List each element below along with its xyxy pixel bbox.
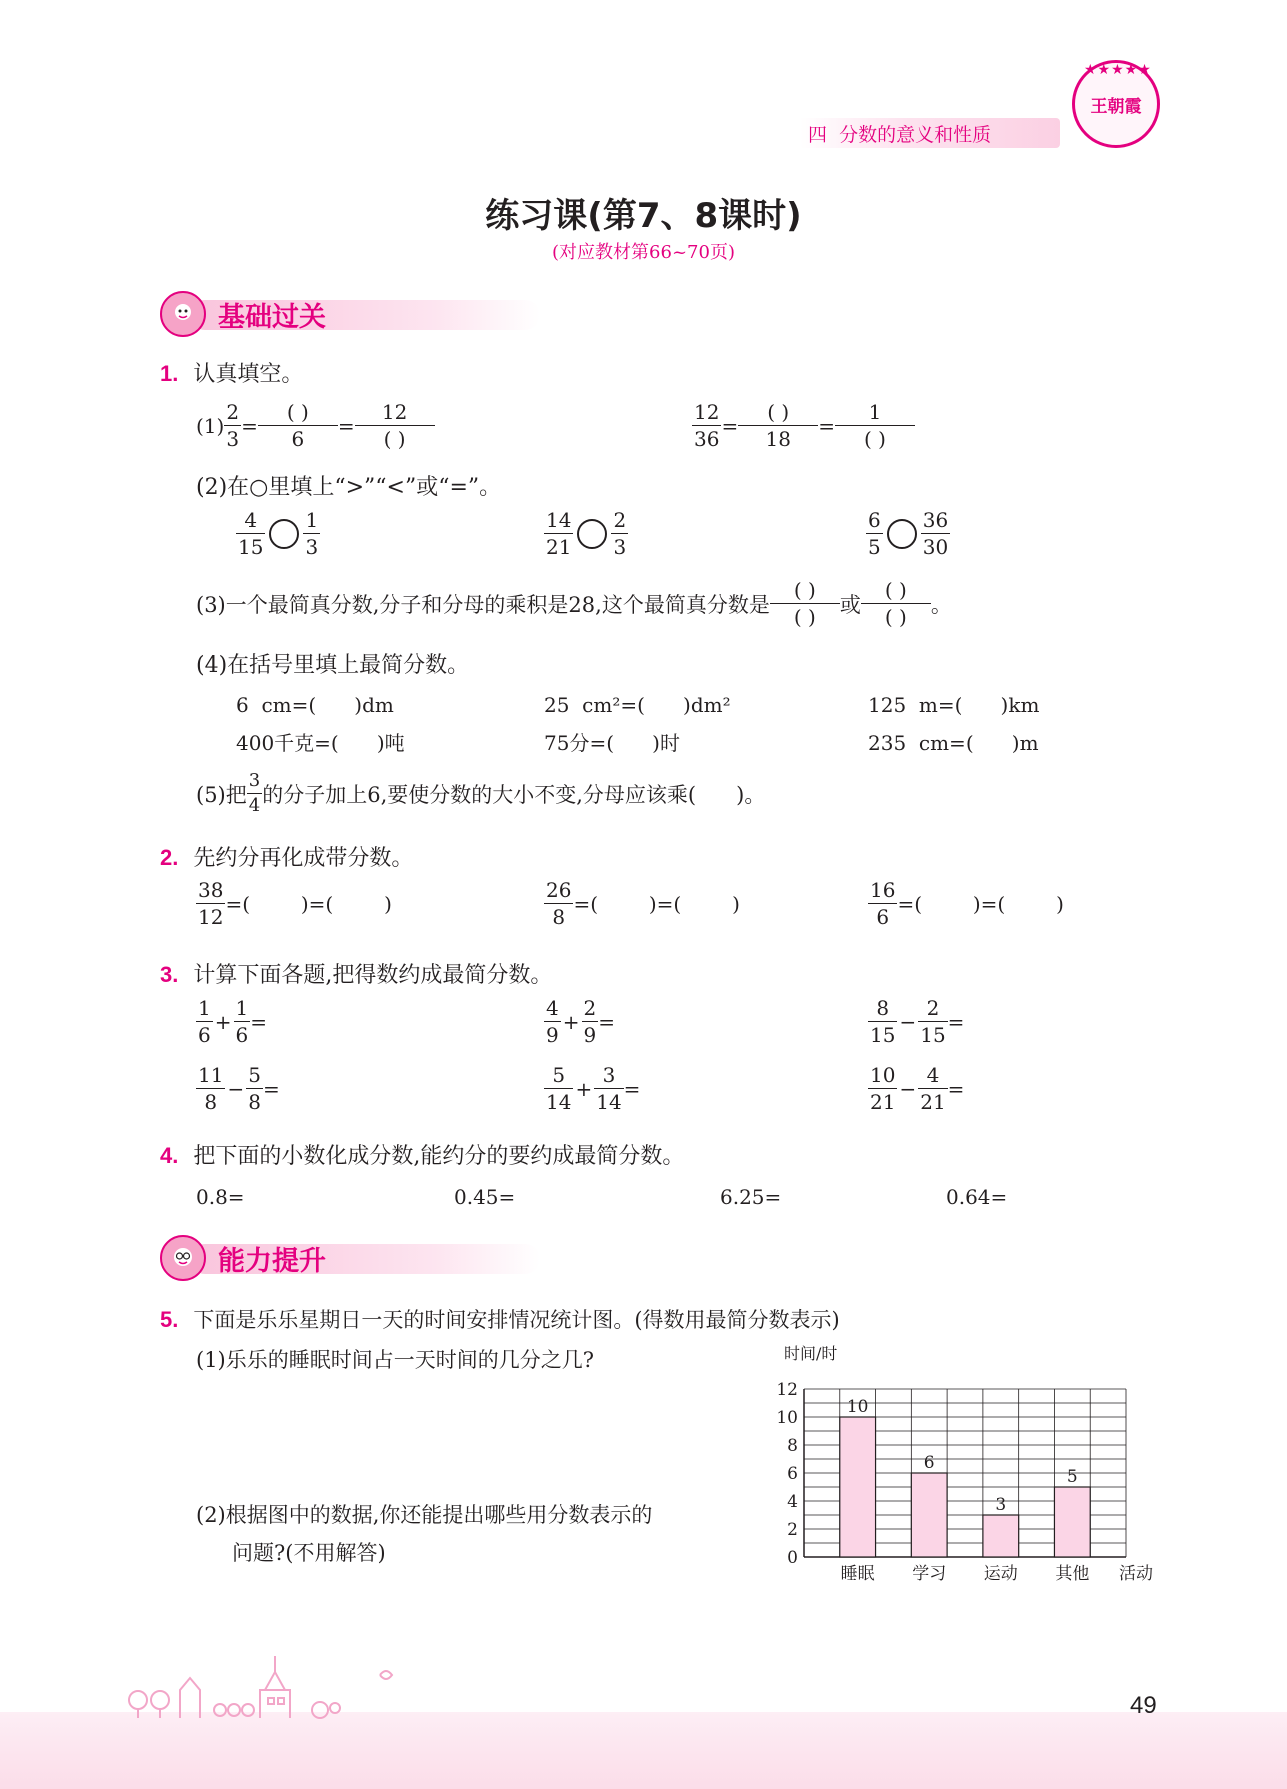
bar (1054, 1487, 1090, 1557)
q1-text: 认真填空。 (193, 362, 304, 387)
answer-blank[interactable]: ( ) (884, 578, 907, 602)
fraction (355, 402, 435, 449)
q1-p3-text: (3)一个最简真分数,分子和分母的乘积是28,这个最简真分数是 (196, 592, 770, 617)
q2-text: 先约分再化成带分数。 (193, 846, 414, 871)
or-text: 或 (839, 592, 861, 617)
q2-item (544, 880, 740, 927)
fraction (544, 880, 573, 927)
fraction (196, 998, 213, 1045)
fraction (921, 510, 950, 557)
chapter-title: 四 分数的意义和性质 (808, 124, 992, 146)
fraction (738, 402, 818, 449)
answer-blanks[interactable]: =( )=( ) (573, 891, 740, 916)
page-subtitle: (对应教材第66~70页) (552, 242, 735, 263)
q2-item (868, 880, 1064, 927)
fraction (246, 1065, 263, 1112)
numerator: 1 (305, 508, 319, 532)
q3-item (544, 998, 615, 1045)
q3-item (868, 1065, 964, 1112)
compare-circle[interactable] (269, 519, 299, 549)
fraction-blank[interactable] (861, 580, 931, 627)
data-label: 10 (846, 1397, 869, 1417)
y-tick-label: 6 (787, 1464, 798, 1484)
fraction (236, 510, 265, 557)
numerator: 1 (235, 996, 249, 1020)
q3-item (544, 1065, 640, 1112)
y-tick-label: 8 (787, 1436, 798, 1456)
equals: = (250, 1009, 267, 1034)
answer-blank[interactable]: ( ) (835, 425, 915, 449)
x-tick-label: 运动 (983, 1564, 1018, 1584)
section-advanced (160, 1236, 326, 1280)
chart-labels (776, 1345, 1153, 1584)
numerator: 26 (546, 878, 572, 902)
town-decoration-icon (120, 1650, 420, 1720)
fraction (303, 510, 320, 557)
unit-item: 400千克=( )吨 (236, 731, 405, 755)
numerator: 3 (248, 770, 261, 791)
q3-item (868, 998, 964, 1045)
numerator: 3 (602, 1063, 616, 1087)
fraction (196, 1065, 225, 1112)
answer-blank[interactable]: ( ) (286, 400, 309, 424)
answer-blank[interactable]: ( ) (861, 603, 931, 627)
fraction (196, 880, 225, 927)
section-advanced-label: 能力提升 (218, 1245, 326, 1277)
operator: − (899, 1076, 917, 1101)
numerator: 2 (583, 996, 597, 1020)
fraction (866, 510, 883, 557)
answer-blanks[interactable]: =( )=( ) (225, 891, 392, 916)
denominator: 6 (198, 1023, 211, 1047)
denominator: 5 (868, 535, 881, 559)
section-basic-label: 基础过关 (218, 301, 326, 333)
denominator: 12 (198, 905, 224, 929)
numerator: 11 (198, 1063, 224, 1087)
answer-blank[interactable]: ( ) (767, 400, 790, 424)
numerator: 36 (922, 508, 949, 532)
fraction-blank[interactable] (770, 580, 840, 627)
q2-item (196, 880, 392, 927)
operator: − (227, 1076, 245, 1101)
numerator: 4 (546, 996, 559, 1020)
q1-p1-label: (1) (196, 413, 225, 438)
q5-p2-line2: 问题?(不用解答) (232, 1541, 386, 1565)
denominator: 6 (868, 903, 897, 927)
denominator: 9 (583, 1023, 597, 1047)
denominator: 15 (238, 535, 264, 559)
data-label: 6 (923, 1453, 935, 1473)
fraction (835, 402, 915, 449)
equals: = (947, 1076, 965, 1101)
q5-p2-line1: (2)根据图中的数据,你还能提出哪些用分数表示的 (196, 1503, 653, 1527)
q1-p2-label: (2)在○里填上“>”“<”或“=”。 (196, 475, 502, 500)
q5-p1: (1)乐乐的睡眠时间占一天时间的几分之几? (196, 1348, 595, 1372)
y-axis-title: 时间/时 (784, 1345, 838, 1363)
unit-item: 75分=( )时 (544, 731, 680, 755)
compare-item (236, 510, 320, 557)
numerator: 4 (926, 1063, 940, 1087)
x-axis-title: 活动 (1119, 1564, 1153, 1584)
operator: + (562, 1009, 580, 1034)
q1-p1-b (692, 402, 915, 449)
denominator: 15 (920, 1023, 946, 1047)
fraction (544, 998, 561, 1045)
fraction (918, 1065, 947, 1112)
unit-item: 235 cm=( )m (868, 731, 1039, 755)
q4-heading (160, 1141, 684, 1172)
answer-blank[interactable]: ( ) (355, 425, 435, 449)
operator: − (899, 1009, 917, 1034)
fraction (247, 772, 262, 815)
numerator: 2 (613, 508, 627, 532)
fraction (544, 1065, 573, 1112)
y-tick-label: 10 (776, 1408, 798, 1428)
numerator: 5 (248, 1063, 261, 1087)
numerator: 4 (244, 508, 258, 532)
fraction (918, 998, 947, 1045)
denominator: 3 (613, 535, 627, 559)
numerator: 2 (926, 996, 940, 1020)
bar (983, 1515, 1019, 1557)
denominator: 21 (870, 1090, 896, 1114)
fraction (611, 510, 628, 557)
q1-p5-post: 的分子加上6,要使分数的大小不变,分母应该乘( )。 (262, 782, 766, 807)
fraction (692, 402, 721, 449)
compare-circle[interactable] (887, 519, 917, 549)
q1-p1-a (196, 402, 435, 449)
denominator: 3 (226, 427, 240, 451)
y-tick-label: 4 (787, 1492, 798, 1512)
q3-heading (160, 960, 552, 991)
fraction (234, 998, 251, 1045)
page-title: 练习课(第7、8课时) (485, 196, 802, 236)
operator: + (575, 1076, 593, 1101)
numerator: 1 (198, 996, 211, 1020)
fraction (582, 998, 599, 1045)
q3-number: 3. (160, 962, 179, 987)
numerator: 8 (876, 996, 890, 1020)
y-tick-label: 0 (787, 1548, 798, 1568)
denominator: 6 (258, 425, 338, 449)
numerator: 6 (868, 508, 881, 532)
q1-p5-pre: (5)把 (196, 782, 247, 807)
unit-item: 25 cm²=( )dm² (544, 693, 731, 717)
numerator: 16 (870, 878, 896, 902)
numerator: 38 (198, 878, 224, 902)
q1-p3 (196, 580, 952, 627)
q5-number: 5. (160, 1307, 179, 1332)
denominator: 6 (235, 1023, 249, 1047)
q3-item (196, 1065, 280, 1112)
equals: = (241, 413, 258, 438)
footer-band (0, 1712, 1287, 1789)
x-tick-label: 学习 (912, 1564, 947, 1584)
denominator: 8 (196, 1088, 225, 1112)
decimal-item: 0.8= (196, 1185, 245, 1209)
numerator: 12 (381, 400, 408, 424)
denominator: 15 (870, 1023, 896, 1047)
q1-p5 (196, 772, 765, 815)
answer-blanks[interactable]: =( )=( ) (897, 891, 1064, 916)
q2-heading (160, 843, 413, 874)
girl-avatar-icon (160, 291, 206, 337)
q3-text: 计算下面各题,把得数约成最简分数。 (193, 963, 553, 988)
denominator: 4 (248, 795, 261, 816)
numerator: 5 (552, 1063, 566, 1087)
equals: = (598, 1009, 615, 1034)
section-basic (160, 292, 326, 336)
period: 。 (930, 592, 952, 617)
denominator: 30 (922, 535, 949, 559)
bar (840, 1417, 876, 1557)
fraction (594, 1065, 623, 1112)
q1-p4-label: (4)在括号里填上最简分数。 (196, 653, 470, 678)
equals: = (721, 413, 739, 438)
decimal-item: 6.25= (720, 1185, 782, 1209)
logo-text: 王朝霞 (1090, 96, 1142, 117)
equals: = (337, 413, 355, 438)
numerator: 14 (546, 508, 572, 532)
denominator: 3 (305, 535, 319, 559)
page-number: 49 (1130, 1692, 1157, 1719)
denominator: 14 (596, 1090, 622, 1114)
x-tick-label: 睡眠 (840, 1564, 875, 1584)
denominator: 8 (248, 1090, 261, 1114)
numerator: 2 (226, 400, 240, 424)
logo-stars: ★★★★★ (1084, 62, 1152, 78)
equals: = (623, 1076, 641, 1101)
equals: = (262, 1076, 280, 1101)
equals: = (818, 413, 835, 438)
y-tick-label: 12 (776, 1380, 798, 1400)
denominator: 18 (738, 425, 818, 449)
q5-text: 下面是乐乐星期日一天的时间安排情况统计图。(得数用最简分数表示) (193, 1308, 840, 1332)
decimal-item: 0.64= (946, 1185, 1008, 1209)
data-label: 3 (995, 1495, 1007, 1515)
fraction (224, 402, 241, 449)
answer-blank[interactable]: ( ) (793, 578, 816, 602)
denominator: 14 (546, 1090, 572, 1114)
unit-item: 6 cm=( )dm (236, 693, 394, 717)
y-tick-label: 2 (787, 1520, 798, 1540)
answer-blank[interactable]: ( ) (770, 603, 840, 627)
data-label: 5 (1066, 1467, 1078, 1487)
fraction (258, 402, 338, 449)
q2-number: 2. (160, 845, 179, 870)
grandma-avatar-icon (160, 1235, 206, 1281)
x-tick-label: 其他 (1055, 1564, 1090, 1584)
denominator: 9 (546, 1023, 559, 1047)
compare-item (544, 510, 628, 557)
q3-item (196, 998, 267, 1045)
fraction (544, 510, 573, 557)
equals: = (947, 1009, 965, 1034)
fraction (868, 880, 897, 927)
decimal-item: 0.45= (454, 1185, 516, 1209)
denominator: 21 (546, 535, 572, 559)
numerator: 12 (694, 400, 720, 424)
q1-number: 1. (160, 361, 179, 386)
operator: + (214, 1009, 232, 1034)
fraction (868, 1065, 897, 1112)
q4-text: 把下面的小数化成分数,能约分的要约成最简分数。 (193, 1144, 685, 1169)
fraction (868, 998, 897, 1045)
q1-heading (160, 359, 303, 390)
time-bar-chart (770, 1345, 1170, 1585)
compare-item (866, 510, 950, 557)
numerator: 10 (870, 1063, 896, 1087)
q4-number: 4. (160, 1143, 179, 1168)
bar (911, 1473, 947, 1557)
q5-heading (160, 1305, 840, 1336)
denominator: 21 (920, 1090, 946, 1114)
numerator: 1 (868, 400, 882, 424)
unit-item: 125 m=( )km (868, 693, 1040, 717)
denominator: 36 (694, 427, 720, 451)
compare-circle[interactable] (577, 519, 607, 549)
denominator: 8 (544, 903, 573, 927)
